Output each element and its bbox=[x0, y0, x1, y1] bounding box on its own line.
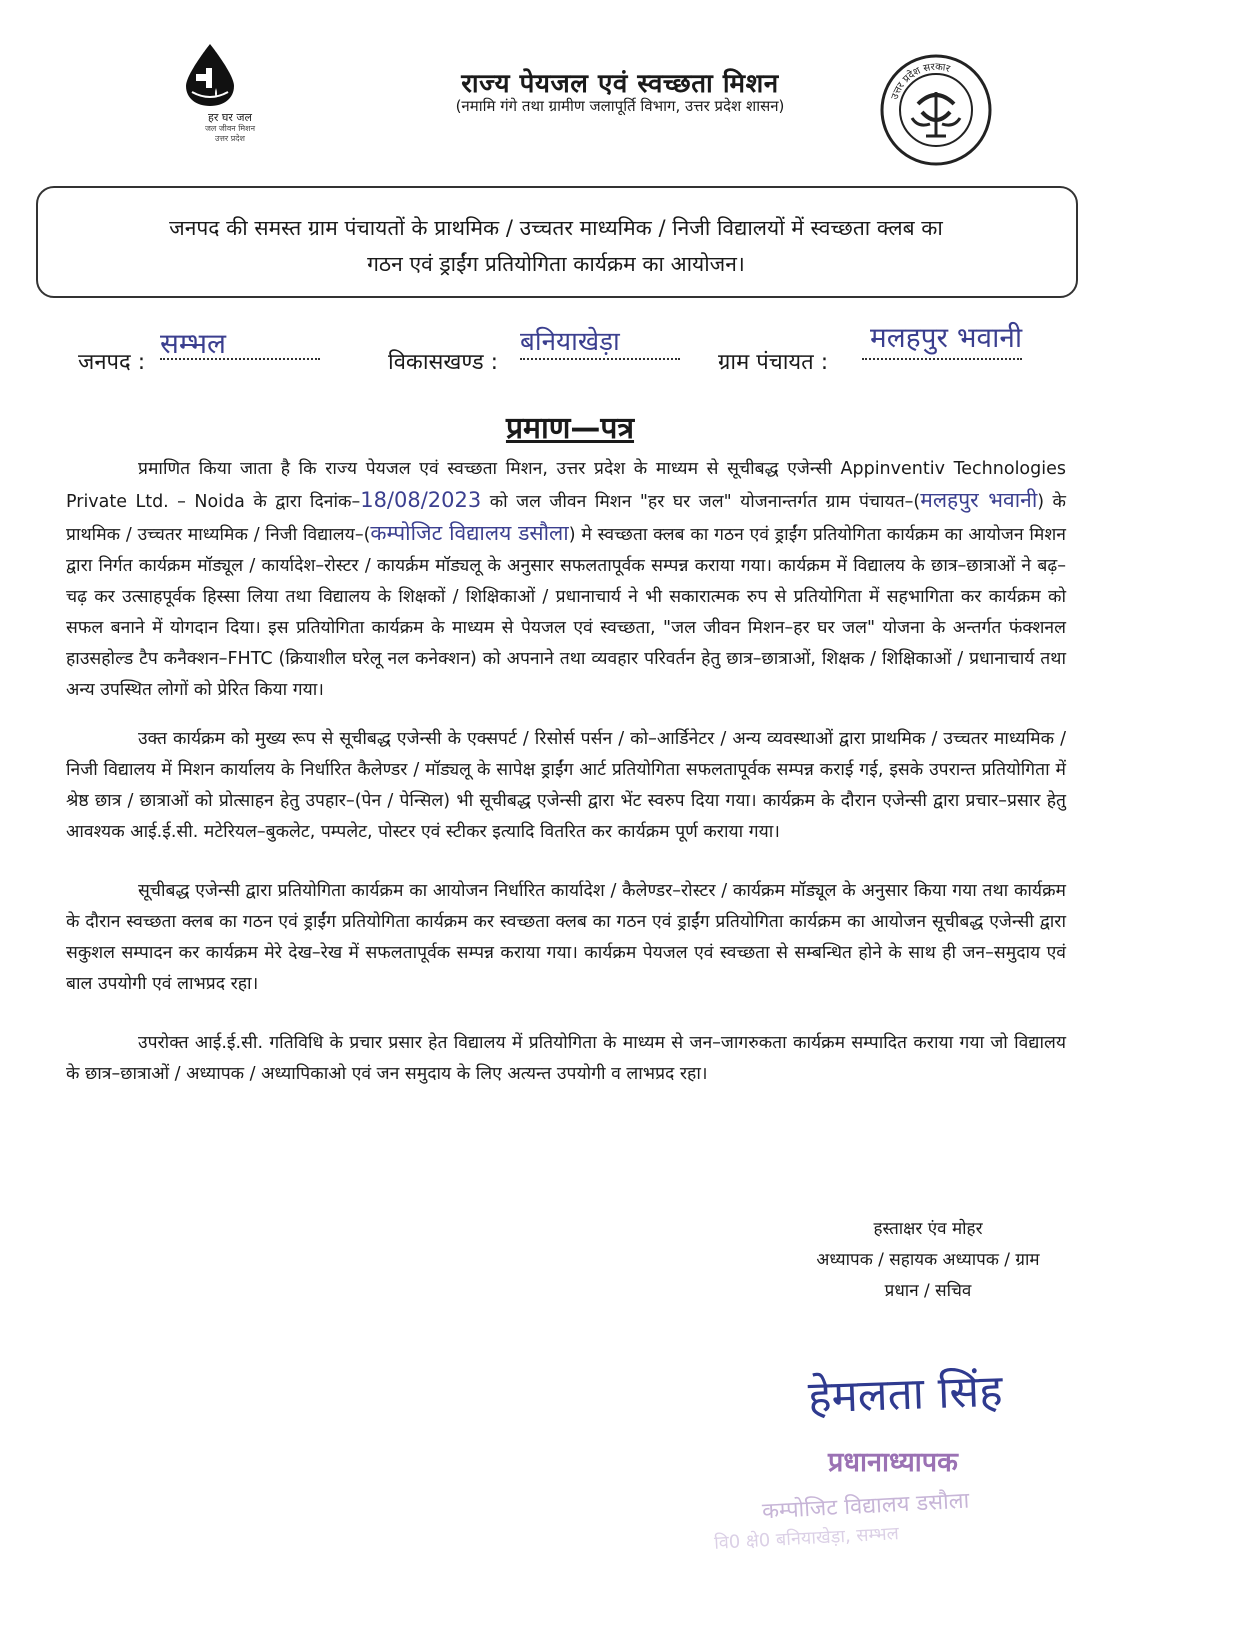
district-value: सम्भल bbox=[160, 327, 226, 360]
org-subtitle: (नमामि गंगे तथा ग्रामीण जलापूर्ति विभाग, उत्तर प्रदेश शासन) bbox=[455, 97, 785, 115]
water-drop-icon bbox=[180, 42, 240, 108]
p1-text-c: ) के प्राथमिक / उच्चतर माध्यमिक / निजी विद्यालय–( bbox=[66, 492, 1066, 545]
paragraph-3 bbox=[66, 876, 1066, 1000]
district-label: जनपद : bbox=[78, 350, 146, 375]
org-title: राज्य पेयजल एवं स्वच्छता मिशन bbox=[461, 69, 779, 99]
district-dotted-line bbox=[160, 358, 320, 360]
logo-caption: हर घर जल bbox=[208, 111, 252, 124]
signature-block bbox=[788, 1214, 1068, 1307]
handwritten-signature: हेमलता सिंह bbox=[807, 1365, 1004, 1424]
p3-text: सूचीबद्ध एजेन्सी द्वारा प्रतियोगिता कार्यक्रम का आयोजन निर्धारित कार्यादेश / कैलेण्डर–रोस्टर / कार्यक्रम मॉड्यूल के अनुसार किया गया तथा कार्यक्रम के दौरान स्वच्छता क्लब का गठन एवं ड्राईंग प्रतियोगिता कार्यक्रम कर स्वच्छता क्लब का गठन एवं ड्राईंग प्रतियोगिता कार्यक्रम का आयोजन सूचीबद्ध एजेन्सी द्वारा सकुशल सम्पादन कर कार्यक्रम मेरे देख–रेख में सफलतापूर्वक सम्पन्न कराया गया। कार्यक्रम पेयजल एवं स्वच्छता से सम्बन्धित होने के साथ ही जन–समुदाय एवं बाल उपयोगी एवं लाभप्रद रहा। bbox=[66, 881, 1066, 994]
seal-emblem-icon bbox=[878, 52, 994, 168]
panchayat-value: मलहपुर भवानी bbox=[870, 321, 1023, 354]
seal-text: उत्तर प्रदेश सरकार bbox=[889, 61, 952, 102]
p1-text-d: ) मे स्वच्छता क्लब का गठन एवं ड्राईंग प्रतियोगिता कार्यक्रम का आयोजन मिशन द्वारा निर्गत कार्यक्रम मॉड्यूल / कार्यादेश–रोस्टर / कायर्क्रम मॉड्यलू के अनुसार सफलतापूर्वक सम्पन्न कराया गया। कार्यक्रम में विद्यालय के छात्र–छात्राओं ने बढ़–चढ़ कर उत्साहपूर्वक हिस्सा लिया तथा विद्यालय के शिक्षकों / शिक्षिकाओं / प्रधानाचार्य ने भी सकारात्मक रुप से प्रतियोगिता में सहभागिता कर कार्यक्रम को सफल बनाने में योगदान दिया। इस प्रतियोगिता कार्यक्रम के माध्यम से पेयजल एवं स्वच्छता, "जल जीवन मिशन–हर घर जल" योजना के अन्तर्गत फंक्शनल हाउसहोल्ड टैप कनैक्शन–FHTC (क्रियाशील घरेलू नल कनेक्शन) को अपनाने तथा व्यवहार परिवर्तन हेतु छात्र–छात्राओं, शिक्षक / शिक्षिकाओं / प्रधानाचार्य तथा अन्य उपस्थित लोगों को प्रेरित किया गया। bbox=[66, 525, 1066, 700]
paragraph-4 bbox=[66, 1028, 1066, 1090]
block-dotted-line bbox=[520, 358, 680, 360]
p1-text-b: को जल जीवन मिशन "हर घर जल" योजनान्तर्गत ग्राम पंचायत–( bbox=[481, 492, 921, 512]
p4-text: उपरोक्त आई.ई.सी. गतिविधि के प्रचार प्रसार हेत विद्यालय में प्रतियोगिता के माध्यम से जन–जागरुकता कार्यक्रम सम्पादित कराया गया जो विद्यालय के छात्र–छात्राओं / अध्यापक / अध्यापिकाओ एवं जन समुदाय के लिए अत्यन्त उपयोगी व लाभप्रद रहा। bbox=[66, 1033, 1066, 1084]
panchayat-label: ग्राम पंचायत : bbox=[718, 350, 829, 375]
logo-caption-sub: जल जीवन मिशन bbox=[204, 124, 256, 133]
certificate-title: प्रमाण—पत्र bbox=[505, 411, 635, 446]
signatory-roles-2: प्रधान / सचिव bbox=[884, 1281, 972, 1301]
p1-text-a: प्रमाणित किया जाता है कि राज्य पेयजल एवं स्वच्छता मिशन, उत्तर प्रदेश के माध्यम से सूचीबद्ध एजेन्सी Appinventiv Technologies Private Ltd. – Noida के द्वारा दिनांक– bbox=[66, 459, 1066, 512]
up-government-seal bbox=[878, 52, 994, 168]
logo-caption-state: उत्तर प्रदेश bbox=[215, 134, 245, 143]
p2-text: उक्त कार्यक्रम को मुख्य रूप से सूचीबद्ध एजेन्सी के एक्सपर्ट / रिसोर्स पर्सन / को–आर्डिनेटर / अन्य व्यवस्थाओं द्वारा प्राथमिक / उच्चतर माध्यमिक / निजी विद्यालय में मिशन कार्यालय के निर्धारित कैलेण्डर / मॉड्यलू के सापेक्ष ड्राईंग आर्ट प्रतियोगिता सफलतापूर्वक सम्पन्न कराई गई, इसके उपरान्त प्रतियोगिता में श्रेष्ठ छात्र / छात्राओं को प्रोत्साहन हेतु उपहार–(पेन / पेन्सिल) भी सूचीबद्ध एजेन्सी द्वारा भेंट स्वरुप दिया गया। कार्यक्रम के दौरान एजेन्सी द्वारा प्रचार–प्रसार हेतु आवश्यक आई.ई.सी. मटेरियल–बुकलेट, पम्पलेट, पोस्टर एवं स्टीकर इत्यादि वितरित कर कार्यक्रम पूर्ण कराया गया। bbox=[66, 729, 1066, 842]
p1-date: 18/08/2023 bbox=[360, 488, 482, 512]
signatory-roles: अध्यापक / सहायक अध्यापक / ग्राम bbox=[816, 1250, 1040, 1270]
block-value: बनियाखेड़ा bbox=[520, 327, 620, 357]
paragraph-2 bbox=[66, 724, 1066, 848]
paragraph-1 bbox=[66, 454, 1066, 706]
p1-school: कम्पोजिट विद्यालय डसौला bbox=[370, 521, 569, 545]
subject-line-1: जनपद की समस्त ग्राम पंचायतों के प्राथमिक / उच्चतर माध्यमिक / निजी विद्यालयों में स्वच्छता क्लब का bbox=[169, 216, 943, 240]
subject-text bbox=[56, 210, 1056, 282]
p1-panchayat: मलहपुर भवानी bbox=[920, 488, 1038, 512]
stamp-school: कम्पोजिट विद्यालय डसौला bbox=[761, 1488, 970, 1525]
panchayat-dotted-line bbox=[862, 358, 1022, 360]
har-ghar-jal-logo bbox=[180, 42, 280, 152]
block-label: विकासखण्ड : bbox=[388, 350, 499, 375]
stamp-designation: प्रधानाध्यापक bbox=[828, 1447, 958, 1478]
subject-line-2: गठन एवं ड्राईंग प्रतियोगिता कार्यक्रम का आयोजन। bbox=[367, 252, 745, 276]
stamp-address: वि0 क्षे0 बनियाखेड़ा, सम्भल bbox=[713, 1523, 900, 1554]
signature-heading: हस्ताक्षर एंव मोहर bbox=[873, 1219, 983, 1239]
